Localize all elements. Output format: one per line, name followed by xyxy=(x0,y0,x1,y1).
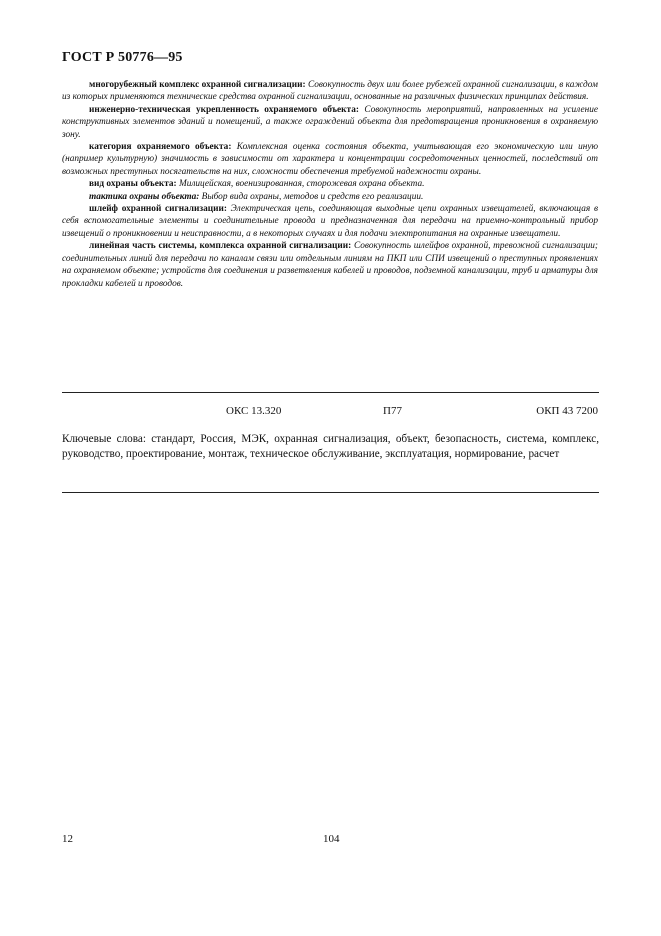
definition-term: шлейф охранной сигнализации: xyxy=(89,204,227,215)
definition-text: Совокупность мероприятий, направленных на усиление конструктивных элементов зданий и помещений, а также ограждений объекта для предотвращения проникновения в охраняемую зону. xyxy=(62,104,598,140)
definition-text: Милицейская, военизированная, сторожевая охрана объекта. xyxy=(178,179,425,190)
group-code: П77 xyxy=(383,405,402,417)
definition-item xyxy=(62,79,598,104)
definition-term: многорубежный комплекс охранной сигнализации: xyxy=(89,80,306,90)
definition-term: тактика охраны объекта: xyxy=(89,191,200,202)
definition-term: категория охраняемого объекта: xyxy=(89,142,232,153)
definitions-list xyxy=(62,79,598,290)
definition-text: Электрическая цепь, соединяющая выходные цепи охранных извещателей, включающая в себя вспомогательные элементы и соединительные провода и предназначенная для передачи на приемно-контрольный прибор извещений о проникновении и неисправности, а в некоторых случаях и для подачи электропитания на охранные извещатели. xyxy=(62,204,599,239)
definition-item xyxy=(62,141,598,178)
definition-item xyxy=(62,203,598,240)
definition-item xyxy=(62,240,598,290)
definition-text: Совокупность двух или более рубежей охранной сигнализации, в каждом из которых применяются технические средства охранной сигнализации, основанные на различных физических принципах действия. xyxy=(62,80,598,103)
oks-code: ОКС 13.320 xyxy=(226,405,282,417)
definition-term: линейная часть системы, комплекса охранной сигнализации: xyxy=(89,241,352,252)
definition-text: Выбор вида охраны, методов и средств его реализации. xyxy=(201,191,424,202)
bottom-divider xyxy=(62,492,599,493)
definition-term: инженерно-техническая укрепленность охраняемого объекта: xyxy=(89,104,359,115)
definition-text: Комплексная оценка состояния объекта, учитывающая его экономическую или иную (например культурную) значимость в зависимости от характера и концентрации сосредоточенных ценностей, последствий от возможных преступных посягательств на них, сложности обеспечения требуемой надежности охраны. xyxy=(62,142,599,177)
top-divider xyxy=(62,392,599,393)
definition-text: Совокупность шлейфов охранной, тревожной сигнализации; соединительных линий для передачи по каналам связи или отдельным линиям на ПКП или СПИ извещений о преступных проявлениях на охраняемом объекте; устройств для соединения и разветвления кабелей и проводов, подземной канализации, труб и арматуры для прокладки кабелей и проводов. xyxy=(62,241,598,289)
definition-item xyxy=(62,104,598,141)
sheet-number: 104 xyxy=(323,833,340,845)
document-header: ГОСТ Р 50776—95 xyxy=(62,50,183,65)
definition-item xyxy=(62,178,598,190)
definition-item xyxy=(62,191,598,203)
definition-term: вид охраны объекта: xyxy=(89,179,177,190)
okp-code: ОКП 43 7200 xyxy=(536,405,598,417)
keywords-paragraph: Ключевые слова: стандарт, Россия, МЭК, охранная сигнализация, объект, безопасность, система, комплекс, руководство, проектирование, монтаж, техническое обслуживание, эксплуатация, нормирование, расчет xyxy=(62,433,599,460)
page-number: 12 xyxy=(62,833,73,845)
